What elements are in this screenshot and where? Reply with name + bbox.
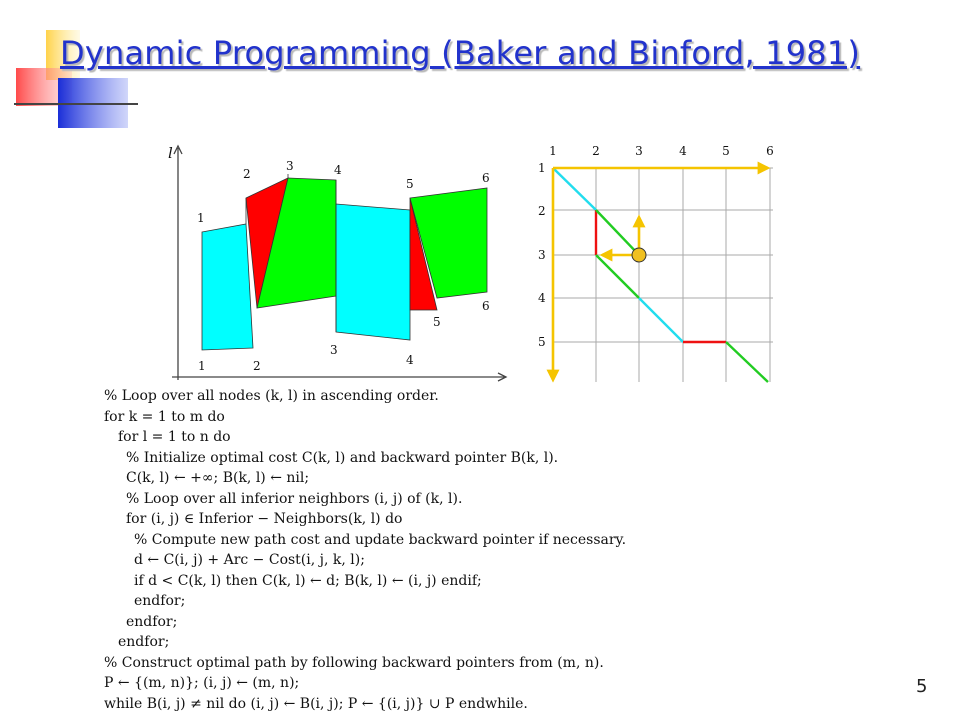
bottom-label-5: 5 [433,315,441,329]
col-label-5: 5 [722,144,730,158]
code-line-12: endfor; [126,613,178,630]
top-label-1: 1 [197,211,205,225]
code-line-14: % Construct optimal path by following backward pointers from (m, n). [104,654,604,671]
col-label-4: 4 [679,144,687,158]
top-label-4: 4 [334,163,342,177]
code-line-8: % Compute new path cost and update backward pointer if necessary. [134,531,627,548]
row-label-2: 2 [538,204,546,218]
code-line-9: d ← C(i, j) + Arc − Cost(i, j, k, l); [134,552,365,568]
top-label-3: 3 [286,159,294,173]
bottom-label-3: 3 [330,343,338,357]
dp-algorithm-pseudocode [104,386,724,714]
code-line-7: for (i, j) ∈ Inferior − Neighbors(k, l) do [126,511,403,527]
col-label-6: 6 [766,144,774,158]
code-line-5: C(k, l) ← +∞; B(k, l) ← nil; [126,470,310,486]
row-label-5: 5 [538,335,546,349]
code-line-16: while B(i, j) ≠ nil do (i, j) ← B(i, j); P ← {(i, j)} ∪ P endwhile. [104,695,528,712]
row-label-3: 3 [538,248,546,262]
region-1-2-cyan [202,224,253,350]
region-4-5-cyan [336,204,410,340]
intensity-strip-figure [160,140,515,385]
path-green-lower [596,255,639,298]
code-line-15: P ← {(m, n)}; (i, j) ← (m, n); [104,675,300,691]
code-line-1: % Loop over all nodes (k, l) in ascending order. [104,388,439,404]
slide-number: 5 [916,676,928,697]
grid-col-labels [549,144,774,158]
dp-grid-figure [528,140,788,385]
path-green-end [726,342,768,382]
code-line-10: if d < C(k, l) then C(k, l) ← d; B(k, l) ← (i, j) endif; [134,572,482,589]
bottom-label-4: 4 [406,353,414,367]
path-cyan-lower [639,298,683,342]
code-line-4: % Initialize optimal cost C(k, l) and backward pointer B(k, l). [126,449,559,466]
path-cyan-upper [553,168,596,210]
row-label-1: 1 [538,161,546,175]
optimal-path [553,168,768,382]
code-line-11: endfor; [134,593,186,609]
path-green-diagonal-short [596,210,639,255]
current-node-marker [632,248,646,262]
axis-label-l: l [168,144,173,162]
col-label-3: 3 [635,144,643,158]
top-label-5: 5 [406,177,414,191]
bottom-label-6: 6 [482,299,490,313]
slide-title: Dynamic Programming (Baker and Binford, 1981) [60,34,861,72]
grid-row-labels [538,161,546,349]
top-label-6: 6 [482,171,490,185]
top-label-2: 2 [243,167,251,181]
row-label-4: 4 [538,291,546,305]
code-line-13: endfor; [118,634,170,650]
col-label-2: 2 [592,144,600,158]
code-line-2: for k = 1 to m do [104,408,225,425]
code-line-3: for l = 1 to n do [118,429,231,445]
bottom-label-1: 1 [198,359,206,373]
code-line-6: % Loop over all inferior neighbors (i, j) of (k, l). [126,490,463,507]
bottom-label-2: 2 [253,359,261,373]
col-label-1: 1 [549,144,557,158]
strip-regions [202,174,487,350]
